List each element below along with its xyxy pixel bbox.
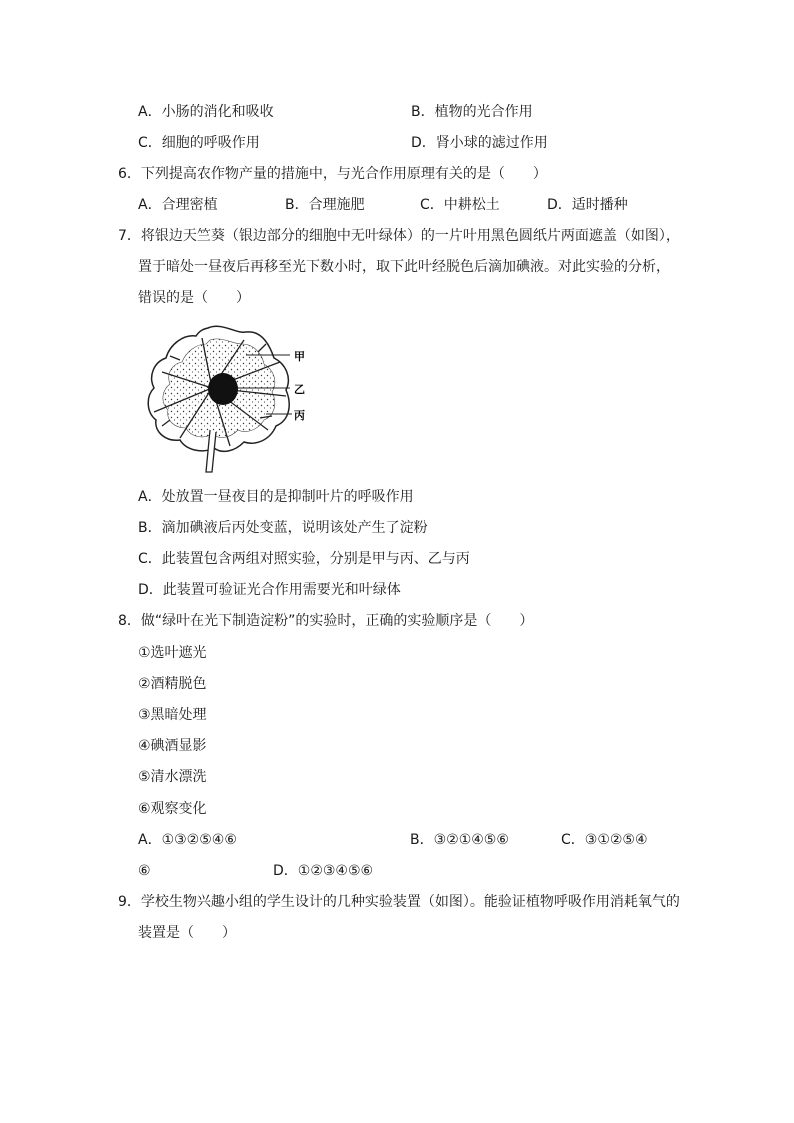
q8-option-b: B．③②①④⑤⑥	[410, 832, 509, 848]
q6-option-b: B．合理施肥	[285, 197, 365, 213]
q8-stem: 8．做“绿叶在光下制造淀粉”的实验时，正确的实验顺序是（ ）	[118, 613, 534, 629]
q8-step-6: ⑥观察变化	[138, 801, 207, 817]
q8-step-3: ③黑暗处理	[138, 707, 207, 723]
q6-option-c: C．中耕松土	[420, 197, 500, 213]
q6-stem: 6．下列提高农作物产量的措施中，与光合作用原理有关的是（ ）	[118, 166, 547, 182]
q7-stem-line3: 错误的是（ ）	[138, 290, 250, 306]
q7-option-a: A．处放置一昼夜目的是抑制叶片的呼吸作用	[138, 489, 414, 505]
q7-stem-line1: 7．将银边天竺葵（银边部分的细胞中无叶绿体）的一片叶用黑色圆纸片两面遮盖（如图），	[118, 228, 680, 244]
q8-step-1: ①选叶遮光	[138, 645, 207, 661]
q5-option-b: B．植物的光合作用	[411, 104, 533, 120]
q6-option-a: A．合理密植	[138, 197, 218, 213]
label-jia: 甲	[294, 350, 305, 363]
q5-option-d: D．肾小球的滤过作用	[411, 135, 548, 151]
q9-stem-line1: 9．学校生物兴趣小组的学生设计的几种实验装置（如图）。能验证植物呼吸作用消耗氧气的	[118, 894, 680, 910]
label-bing: 丙	[294, 409, 305, 422]
q7-option-c: C．此装置包含两组对照实验，分别是甲与丙、乙与丙	[138, 551, 470, 567]
q7-option-b: B．滴加碘液后丙处变蓝，说明该处产生了淀粉	[138, 520, 428, 536]
q7-stem-line2: 置于暗处一昼夜后再移至光下数小时，取下此叶经脱色后滴加碘液。对此实验的分析，	[138, 259, 670, 275]
q8-option-c: C．③①②⑤④	[561, 832, 648, 848]
label-yi: 乙	[294, 383, 305, 396]
q6-option-d: D．适时播种	[547, 197, 628, 213]
q8-option-a: A．①③②⑤④⑥	[138, 832, 237, 848]
black-paper-disc	[208, 373, 238, 405]
q8-option-d: D．①②③④⑤⑥	[273, 863, 374, 879]
q5-option-c: C．细胞的呼吸作用	[138, 135, 260, 151]
q9-stem-line2: 装置是（ ）	[138, 925, 236, 941]
q7-option-d: D．此装置可验证光合作用需要光和叶绿体	[138, 582, 401, 598]
q8-step-5: ⑤清水漂洗	[138, 769, 207, 785]
q8-option-c-continued: ⑥	[138, 863, 151, 879]
q5-option-a: A．小肠的消化和吸收	[138, 104, 274, 120]
geranium-leaf-figure	[140, 320, 310, 475]
q8-step-4: ④碘酒显影	[138, 738, 207, 754]
q8-step-2: ②酒精脱色	[138, 676, 207, 692]
